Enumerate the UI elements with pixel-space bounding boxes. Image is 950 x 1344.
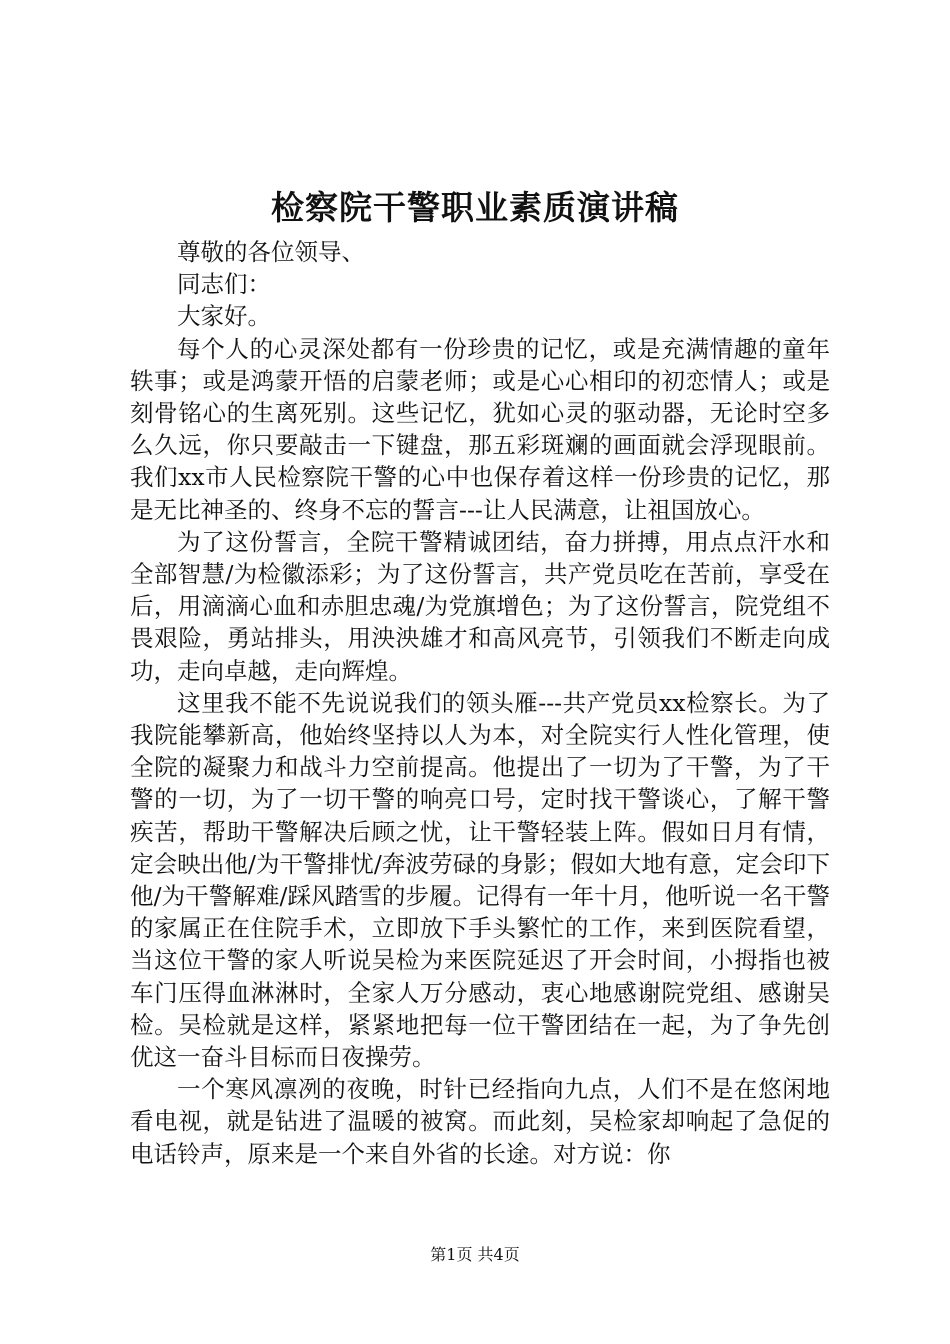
body-paragraph: 为了这份誓言，全院干警精诚团结，奋力拼搏，用点点汗水和全部智慧/为检徽添彩；为了这份誓言，共产党员吃在苦前，享受在后，用滴滴心血和赤胆忠魂/为党旗增色；为了这份誓言，院党组不畏艰险，勇站排头，用泱泱雄才和高风亮节，引领我们不断走向成功，走向卓越，走向辉煌。 [130,527,830,685]
document-body [130,236,830,1170]
body-paragraph: 这里我不能不先说说我们的领头雁---共产党员xx检察长。为了我院能攀新高，他始终坚持以人为本，对全院实行人性化管理，使全院的凝聚力和战斗力空前提高。他提出了一切为了干警，为了干警的一切，为了一切干警的响亮口号，定时找干警谈心，了解干警疾苦，帮助干警解决后顾之忧，让干警轻装上阵。假如日月有情，定会映出他/为干警排忧/奔波劳碌的身影；假如大地有意，定会印下他/为干警解难/踩风踏雪的步履。记得有一年十月，他听说一名干警的家属正在住院手术，立即放下手头繁忙的工作，来到医院看望，当这位干警的家人听说吴检为来医院延迟了开会时间，小拇指也被车门压得血淋淋时，全家人万分感动，衷心地感谢院党组、感谢吴检。吴检就是这样，紧紧地把每一位干警团结在一起，为了争先创优这一奋斗目标而日夜操劳。 [130,688,830,1072]
salutation-line-2: 同志们： [177,270,271,299]
document-title: 检察院干警职业素质演讲稿 [271,188,679,227]
greeting-line: 大家好。 [177,302,271,331]
salutation-line-1: 尊敬的各位领导、 [177,238,365,266]
body-paragraph: 一个寒风凛冽的夜晚，时针已经指向九点，人们不是在悠闲地看电视，就是钻进了温暖的被窝。而此刻，吴检家却响起了急促的电话铃声，原来是一个来自外省的长途。对方说：你 [130,1075,830,1168]
page-footer: 第1页 共4页 [430,1245,520,1264]
body-paragraph: 每个人的心灵深处都有一份珍贵的记忆，或是充满情趣的童年轶事；或是鸿蒙开悟的启蒙老师；或是心心相印的初恋情人；或是刻骨铭心的生离死别。这些记忆，犹如心灵的驱动器，无论时空多么久远，你只要敲击一下键盘，那五彩斑斓的画面就会浮现眼前。我们xx市人民检察院干警的心中也保存着这样一份珍贵的记忆，那是无比神圣的、终身不忘的誓言---让人民满意，让祖国放心。 [130,334,830,524]
